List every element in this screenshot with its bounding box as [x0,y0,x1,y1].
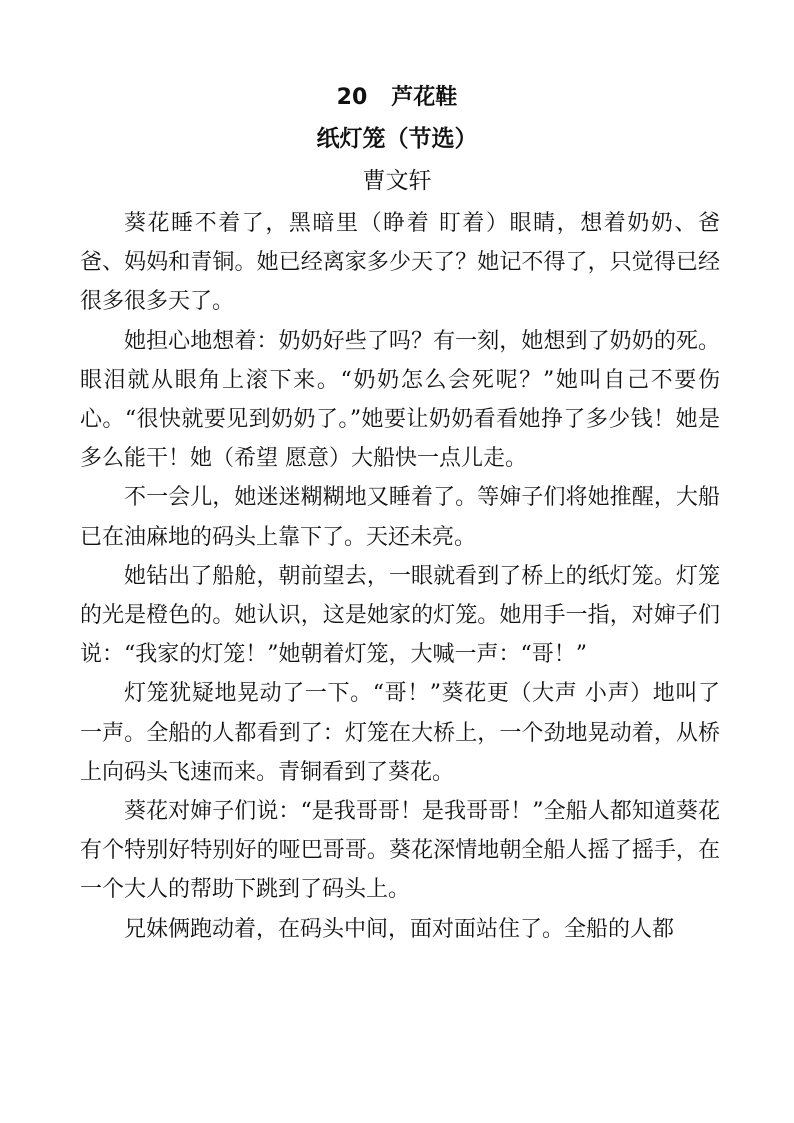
paragraph-5: 灯笼犹疑地晃动了一下。“哥！”葵花更（大声 小声）地叫了一声。全船的人都看到了：灯笼在大桥上，一个劲地晃动着，从桥上向码头飞速而来。青铜看到了葵花。 [80,681,720,785]
article-body [80,204,720,949]
section-subtitle: 纸灯笼（节选） [316,126,478,152]
paragraph-3: 不一会儿，她迷迷糊糊地又睡着了。等婶子们将她推醒，大船已在油麻地的码头上靠下了。天还未亮。 [80,485,720,550]
author-name: 曹文轩 [362,168,432,194]
paragraph-4: 她钻出了船舱，朝前望去，一眼就看到了桥上的纸灯笼。灯笼的光是橙色的。她认识，这是她家的灯笼。她用手一指，对婶子们说：“我家的灯笼！”她朝着灯笼，大喊一声：“哥！” [80,563,720,668]
lesson-title-text: 芦花鞋 [391,85,458,110]
paragraph-1: 葵花睡不着了，黑暗里（睁着 盯着）眼睛，想着奶奶、爸爸、妈妈和青铜。她已经离家多少天了？她记不得了，只觉得已经很多很多天了。 [80,211,720,315]
paragraph-6: 葵花对婶子们说：“是我哥哥！是我哥哥！”全船人都知道葵花有个特别好特别好的哑巴哥哥。葵花深情地朝全船人摇了摇手，在一个大人的帮助下跳到了码头上。 [80,799,720,903]
paragraph-2: 她担心地想着：奶奶好些了吗？有一刻，她想到了奶奶的死。眼泪就从眼角上滚下来。“奶奶怎么会死呢？”她叫自己不要伤心。“很快就要见到奶奶了。”她要让奶奶看看她挣了多少钱！她是多么能干！她（希望 愿意）大船快一点儿走。 [80,328,720,472]
lesson-number: 20 [336,85,368,110]
lesson-title [0,84,794,112]
paragraph-7: 兄妹俩跑动着，在码头中间，面对面站住了。全船的人都 [124,916,675,942]
